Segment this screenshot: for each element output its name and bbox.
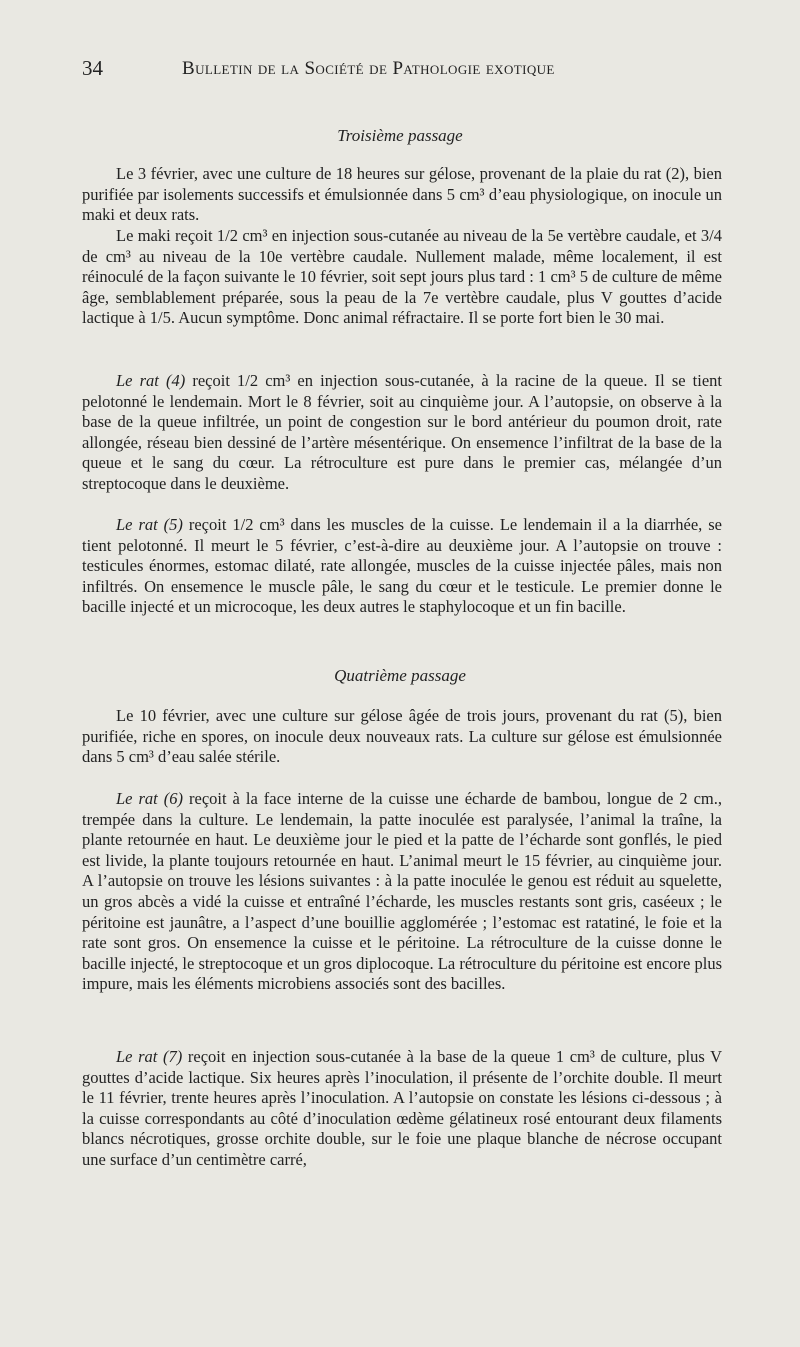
paragraph-lead: Le rat (5): [116, 515, 183, 534]
paragraph-lead: Le rat (6): [116, 789, 183, 808]
paragraph-text: reçoit 1/2 cm³ dans les muscles de la cuisse. Le lendemain il a la diarrhée, se tient pelotonné. Il meurt le 5 février, c’est-à-dire au deuxième jour. A l’autopsie on trouve : testicules énormes, estomac dilaté, rate allongée, muscles de la cuisse injectée pâles, mais non infiltrés. On ensemence le muscle pâle, le sang du cœur et le testicule. Le premier donne le bacille injecté et un microcoque, les deux autres le staphylocoque et un fin bacille.: [82, 515, 722, 617]
section-heading-quatrieme: Quatrième passage: [334, 666, 466, 685]
paragraph: [82, 164, 722, 226]
section-heading-troisieme: Troisième passage: [337, 126, 463, 145]
paragraph-text: Le maki reçoit 1/2 cm³ en injection sous-cutanée au niveau de la 5e vertèbre caudale, et 3/4 de cm³ au niveau de la 10e vertèbre caudale. Nullement malade, même localement, il est réinoculé de la façon suivante le 10 février, soit sept jours plus tard : 1 cm³ 5 de culture de même âge, semblablement préparée, sous la peau de la 7e vertèbre caudale, plus V gouttes d’acide lactique à 1/5. Aucun symptôme. Donc animal réfractaire. Il se porte fort bien le 30 mai.: [82, 226, 722, 328]
paragraph-text: reçoit en injection sous-cutanée à la base de la queue 1 cm³ de culture, plus V gouttes d’acide lactique. Six heures après l’inoculation, il présente de l’orchite double. Il meurt le 11 février, trente heures après l’inoculation. A l’autopsie on constate les lésions ci-dessous ; à la cuisse correspondants au côté d’inoculation œdème gélatineux rosé entourant deux filaments blancs nécrotiques, grosse orchite double, sur le foie une plaque blanche de nécrose occupant une surface d’un centimètre carré,: [82, 1047, 722, 1169]
paragraph: [82, 226, 722, 329]
paragraph-text: reçoit à la face interne de la cuisse une écharde de bambou, longue de 2 cm., trempée dans la culture. Le lendemain, la patte inoculée est paralysée, l’animal la traîne, la plante retournée en haut. Le deuxième jour le pied et la patte de l’écharde sont gonflés, le pied est livide, la plante toujours retournée en haut. L’animal meurt le 15 février, au cinquième jour. A l’autopsie on trouve les lésions suivantes : à la patte inoculée le genou est réduit au squelette, un gros abcès a vidé la cuisse et entraîné l’écharde, les muscles restants sont gris, caséeux ; le péritoine est jaunâtre, a l’aspect d’une bouillie agglomérée ; l’estomac est ratatiné, le foie et la rate sont gros. On ensemence la cuisse et le péritoine. La rétroculture de la cuisse donne le bacille injecté, le streptocoque et un gros diplocoque. La rétroculture du péritoine est encore plus impure, mais les éléments microbiens associés sont des bacilles.: [82, 789, 722, 994]
paragraph: [82, 1047, 722, 1171]
page-number: 34: [82, 56, 103, 80]
paragraph-text: reçoit 1/2 cm³ en injection sous-cutanée, à la racine de la queue. Il se tient pelotonné le lendemain. Mort le 8 février, soit au cinquième jour. A l’autopsie, on observe à la base de la queue infiltrée, un point de congestion sur le bord antérieur du poumon droit, rate allongée, réseau bien dessiné de l’artère mésentérique. On ensemence l’infiltrat de la base de la queue et le sang du cœur. La rétroculture est pure dans le premier cas, mélangée d’un streptocoque dans le deuxième.: [82, 371, 722, 493]
page-header: [82, 56, 716, 86]
paragraph: [82, 515, 722, 618]
paragraph-lead: Le rat (7): [116, 1047, 183, 1066]
paragraph: [82, 371, 722, 495]
paragraph-text: Le 10 février, avec une culture sur gélose âgée de trois jours, provenant du rat (5), bien purifiée, riche en spores, on inocule deux nouveaux rats. La culture sur gélose est émulsionnée dans 5 cm³ d’eau salée stérile.: [82, 706, 722, 767]
paragraph: [82, 706, 722, 768]
running-title: Bulletin de la Société de Pathologie exotique: [182, 58, 555, 79]
paragraph-text: Le 3 février, avec une culture de 18 heures sur gélose, provenant de la plaie du rat (2), bien purifiée par isolements successifs et émulsionnée dans 5 cm³ d’eau physiologique, on inocule un maki et deux rats.: [82, 164, 722, 225]
paragraph-lead: Le rat (4): [116, 371, 186, 390]
paragraph: [82, 789, 722, 995]
